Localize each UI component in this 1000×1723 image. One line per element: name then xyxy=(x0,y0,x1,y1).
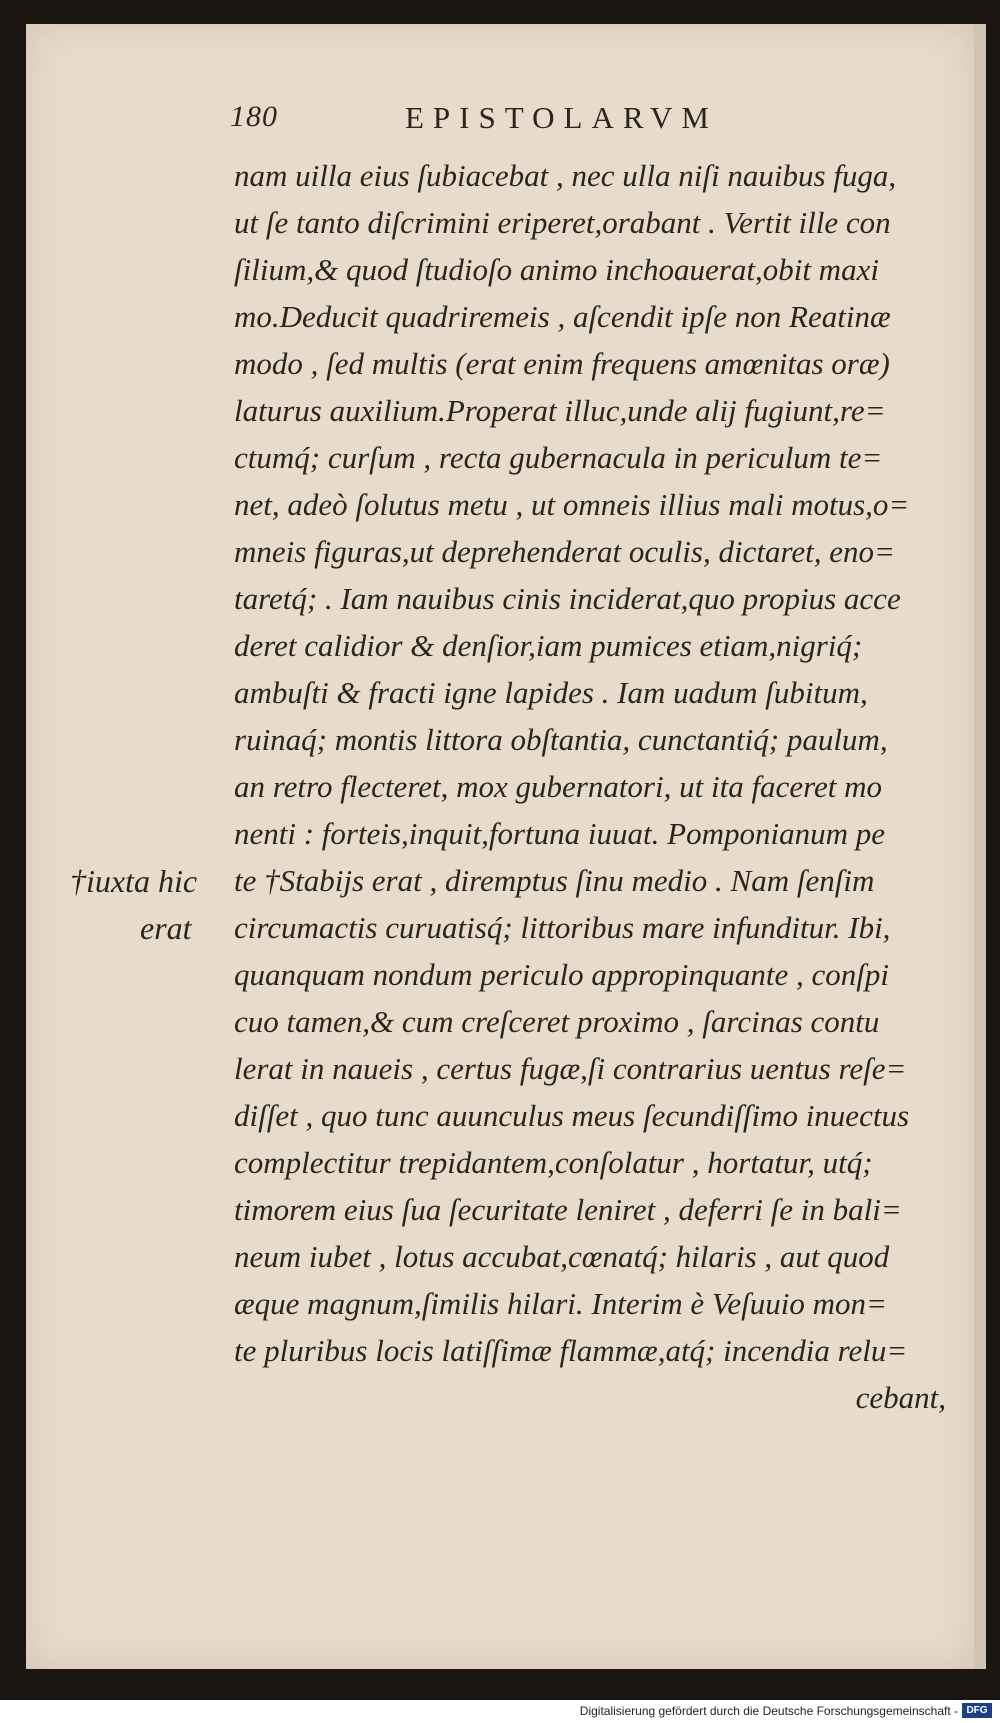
text-line: lerat in naueis , certus fugæ,ſi contrarius uentus reſe= xyxy=(234,1051,907,1086)
text-line: quanquam nondum periculo appropinquante , conſpi xyxy=(234,957,889,992)
marginal-note-line: †iuxta hic xyxy=(70,863,198,899)
text-line: æque magnum,ſimilis hilari. Interim è Veſuuio mon= xyxy=(234,1286,887,1321)
text-line: circumactis curuatisq́; littoribus mare infunditur. Ibi, xyxy=(234,910,891,945)
text-line: modo , ſed multis (erat enim frequens amœnitas oræ) xyxy=(234,346,890,381)
text-line: mneis figuras,ut deprehenderat oculis, dictaret, eno= xyxy=(234,534,895,569)
text-line: timorem eius ſua ſecuritate leniret , deferri ſe in bali= xyxy=(234,1192,902,1227)
text-line: an retro flecteret, mox gubernatori, ut ita faceret mo xyxy=(234,769,883,804)
marginal-note-line: erat xyxy=(140,910,192,946)
text-line: cuo tamen,& cum creſceret proximo , ſarcinas contu xyxy=(234,1004,880,1039)
text-line: deret calidior & denſior,iam pumices etiam,nigriq́; xyxy=(234,628,863,663)
running-head xyxy=(230,100,850,140)
text-line: ſilium,& quod ſtudioſo animo inchoauerat,obit maxi xyxy=(234,252,879,287)
text-line: taretq́; . Iam nauibus cinis inciderat,quo propius acce xyxy=(234,581,901,616)
text-line: net, adeò ſolutus metu , ut omneis illius mali motus,o= xyxy=(234,487,910,522)
running-title: EPISTOLARVM xyxy=(405,100,718,135)
page-number: 180 xyxy=(230,100,278,133)
text-line: nenti : forteis,inquit,fortuna iuuat. Pomponianum pe xyxy=(234,816,885,851)
text-line: neum iubet , lotus accubat,cœnatq́; hilaris , aut quod xyxy=(234,1239,890,1274)
funding-credit: Digitalisierung gefördert durch die Deutsche Forschungsgemeinschaft - xyxy=(579,1704,958,1718)
text-line: ambuſti & fracti igne lapides . Iam uadum ſubitum, xyxy=(234,675,868,710)
page-edge xyxy=(974,24,986,1669)
text-line: diſſet , quo tunc auunculus meus ſecundiſſimo inuectus xyxy=(234,1098,910,1133)
marginal-note xyxy=(70,858,230,952)
catchword: cebant, xyxy=(855,1380,946,1415)
dfg-logo: DFG xyxy=(962,1703,992,1718)
text-line: complectitur trepidantem,conſolatur , hortatur, utq́; xyxy=(234,1145,873,1180)
footer-bar xyxy=(0,1700,1000,1723)
body-text xyxy=(234,152,954,1421)
text-line: ctumq́; curſum , recta gubernacula in periculum te= xyxy=(234,440,883,475)
text-line: te †Stabijs erat , diremptus ſinu medio . Nam ſenſim xyxy=(234,863,875,898)
text-line: te pluribus locis latiſſimæ flammæ,atq́; incendia relu= xyxy=(234,1333,908,1368)
text-line: ruinaq́; montis littora obſtantia, cunctantiq́; paulum, xyxy=(234,722,888,757)
text-line: nam uilla eius ſubiacebat , nec ulla niſi nauibus fuga, xyxy=(234,158,897,193)
text-line: mo.Deducit quadriremeis , aſcendit ipſe non Reatinæ xyxy=(234,299,891,334)
text-line: ut ſe tanto diſcrimini eriperet,orabant . Vertit ille con xyxy=(234,205,891,240)
text-line: laturus auxilium.Properat illuc,unde alij fugiunt,re= xyxy=(234,393,886,428)
